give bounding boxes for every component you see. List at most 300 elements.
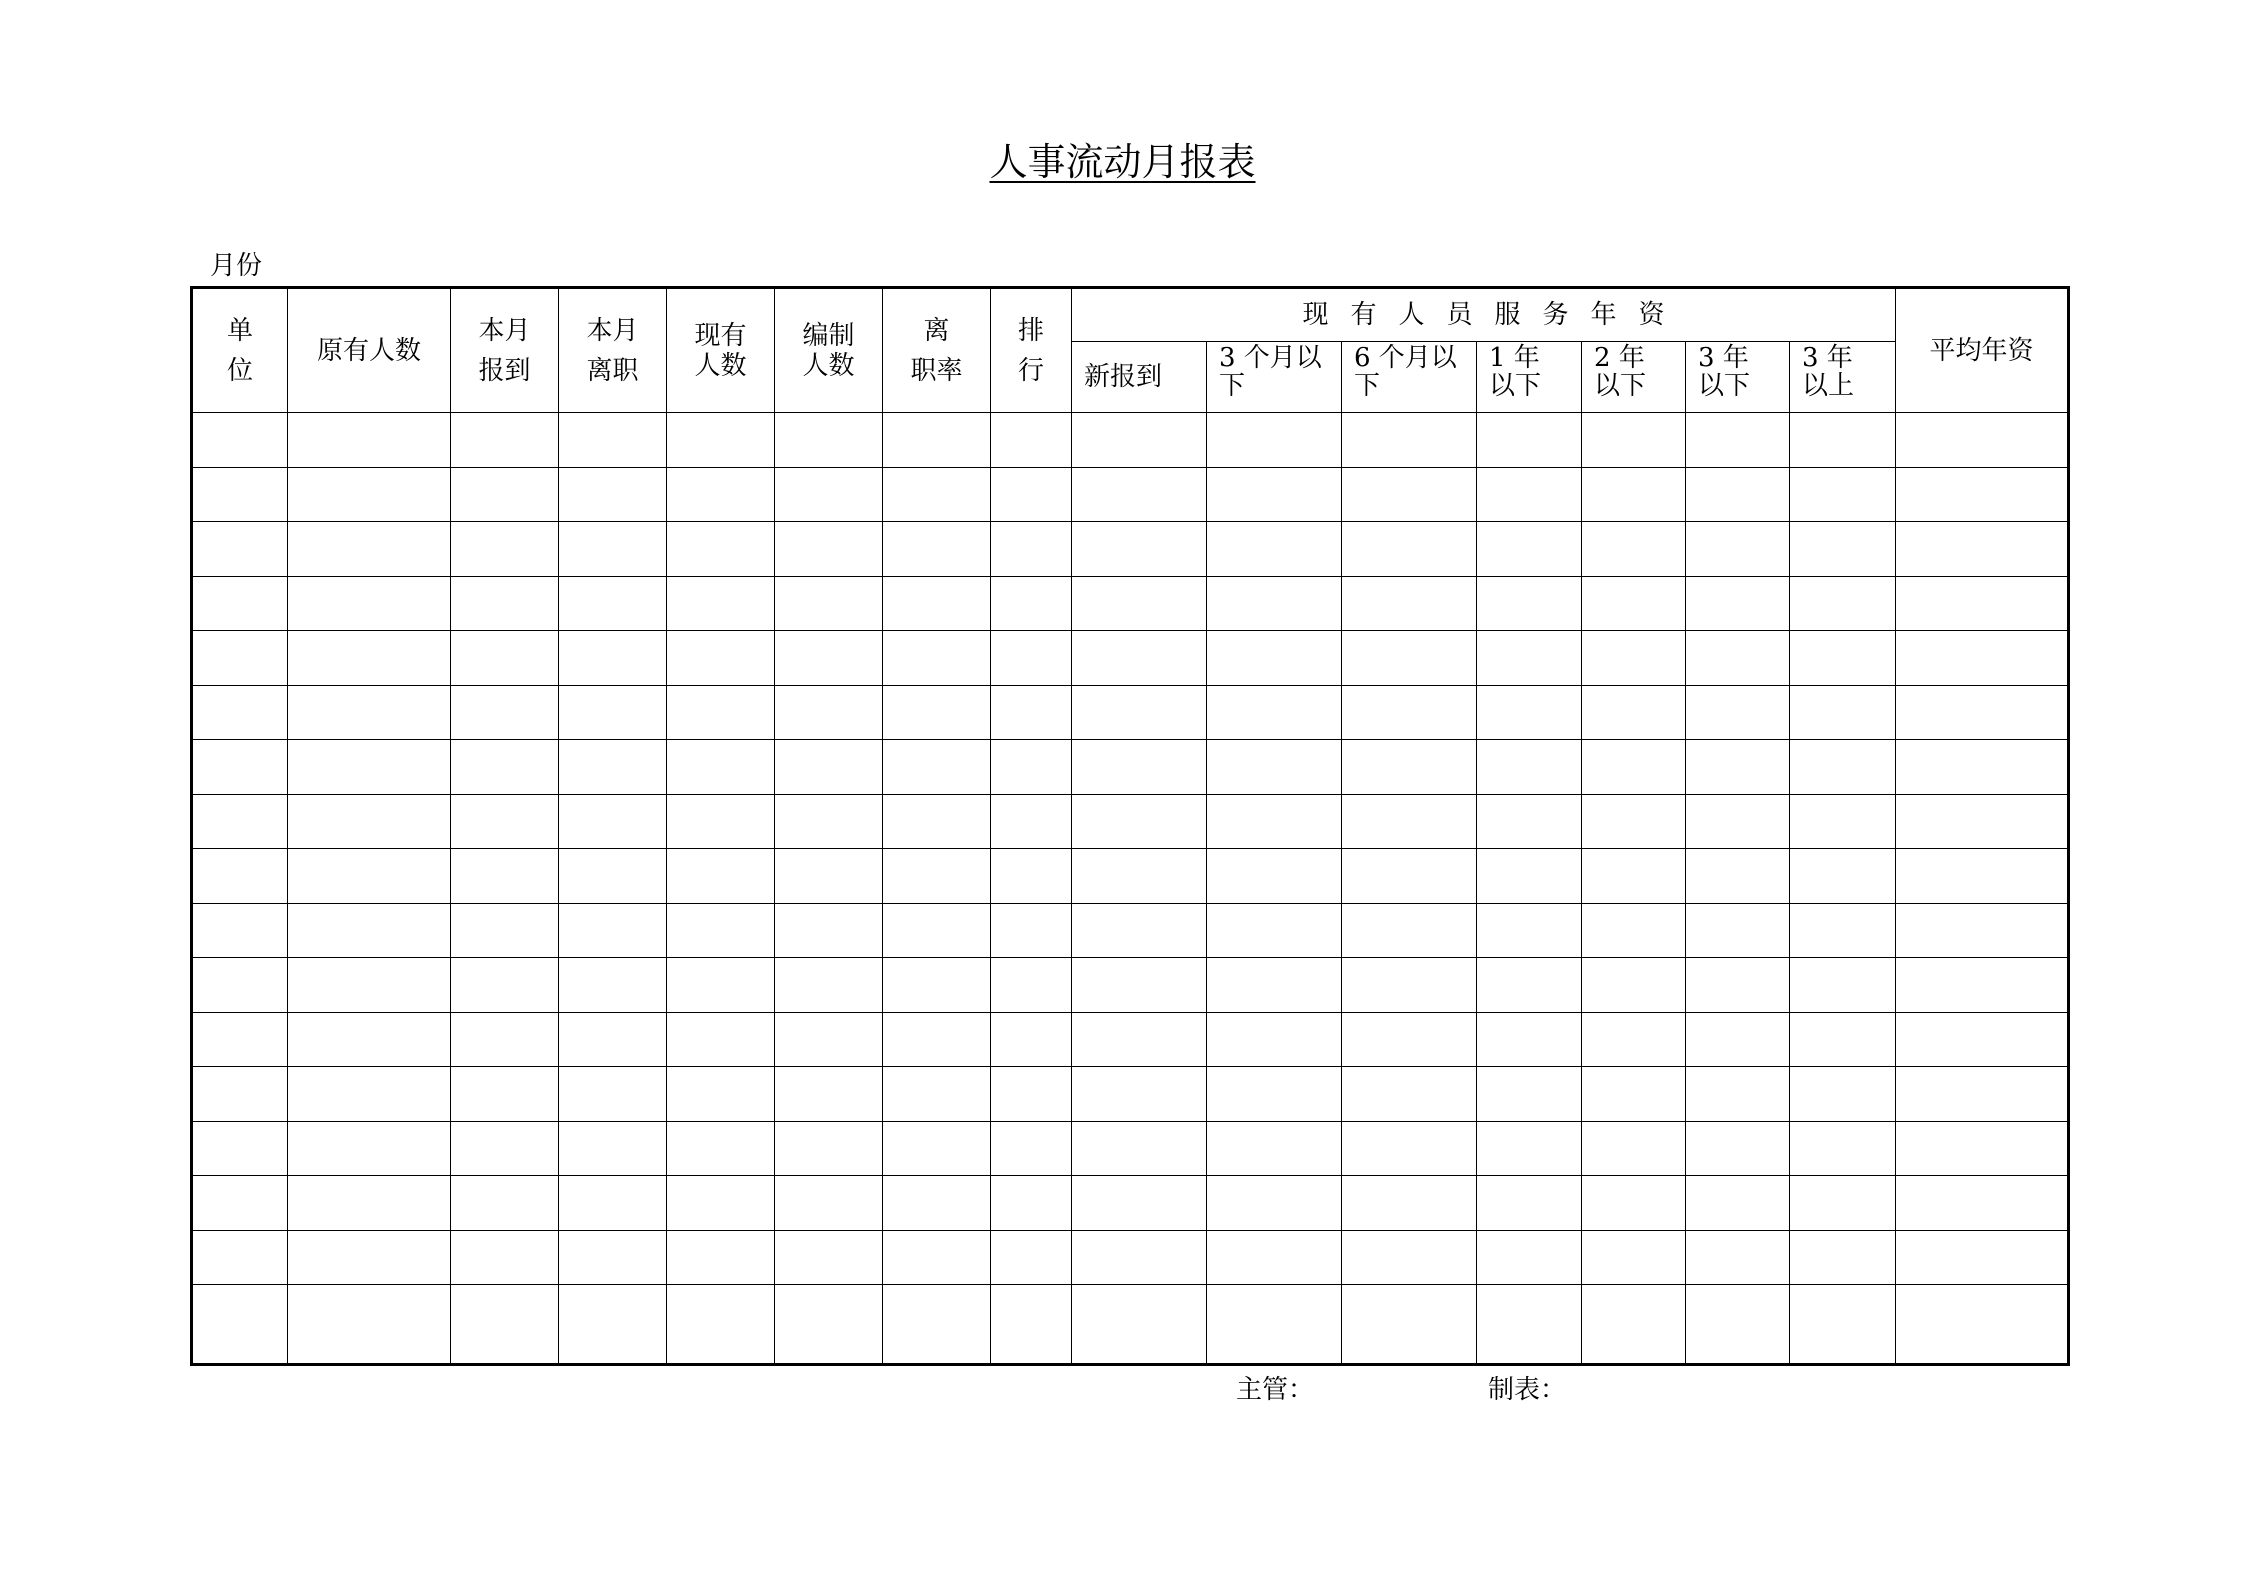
blank-cell[interactable] — [1686, 1285, 1790, 1365]
blank-cell[interactable] — [1342, 685, 1477, 740]
blank-cell[interactable] — [1582, 1012, 1686, 1067]
blank-cell[interactable] — [559, 413, 667, 468]
blank-cell[interactable] — [775, 1230, 883, 1285]
blank-cell[interactable] — [192, 740, 288, 795]
blank-cell[interactable] — [1582, 413, 1686, 468]
blank-cell[interactable] — [775, 1176, 883, 1231]
blank-cell[interactable] — [1477, 522, 1582, 577]
blank-cell[interactable] — [559, 740, 667, 795]
blank-cell[interactable] — [1207, 522, 1342, 577]
blank-cell[interactable] — [1686, 903, 1790, 958]
blank-cell[interactable] — [775, 958, 883, 1013]
blank-cell[interactable] — [1477, 1176, 1582, 1231]
blank-cell[interactable] — [192, 1121, 288, 1176]
blank-cell[interactable] — [192, 958, 288, 1013]
table-body — [192, 413, 2069, 1365]
blank-cell[interactable] — [1477, 685, 1582, 740]
blank-cell[interactable] — [559, 685, 667, 740]
blank-cell[interactable] — [1790, 467, 1896, 522]
blank-cell[interactable] — [1582, 794, 1686, 849]
blank-cell[interactable] — [991, 1012, 1072, 1067]
blank-cell[interactable] — [1342, 1285, 1477, 1365]
blank-cell[interactable] — [1477, 631, 1582, 686]
blank-cell[interactable] — [1342, 413, 1477, 468]
blank-cell[interactable] — [1342, 576, 1477, 631]
header-service-2y: 2 年 以下 — [1582, 342, 1686, 413]
table-row — [192, 576, 2069, 631]
page-title: 人事流动月报表 — [989, 140, 1256, 184]
blank-cell[interactable] — [667, 958, 775, 1013]
blank-cell[interactable] — [1342, 1067, 1477, 1122]
blank-cell[interactable] — [883, 1285, 991, 1365]
blank-cell[interactable] — [667, 685, 775, 740]
blank-cell[interactable] — [1686, 1176, 1790, 1231]
blank-cell[interactable] — [1686, 958, 1790, 1013]
prepared-by-label: 制表： — [1488, 1375, 1567, 1405]
blank-cell[interactable] — [1896, 576, 2069, 631]
blank-cell[interactable] — [1896, 522, 2069, 577]
blank-cell[interactable] — [288, 576, 451, 631]
blank-cell[interactable] — [1207, 631, 1342, 686]
blank-cell[interactable] — [1207, 1067, 1342, 1122]
blank-cell[interactable] — [883, 631, 991, 686]
blank-cell[interactable] — [1686, 467, 1790, 522]
blank-cell[interactable] — [1477, 903, 1582, 958]
blank-cell[interactable] — [1790, 413, 1896, 468]
blank-cell[interactable] — [667, 1176, 775, 1231]
blank-cell[interactable] — [1072, 849, 1207, 904]
blank-cell[interactable] — [559, 849, 667, 904]
blank-cell[interactable] — [667, 903, 775, 958]
table-row — [192, 1012, 2069, 1067]
blank-cell[interactable] — [883, 467, 991, 522]
blank-cell[interactable] — [1342, 794, 1477, 849]
blank-cell[interactable] — [1207, 740, 1342, 795]
blank-cell[interactable] — [192, 1230, 288, 1285]
blank-cell[interactable] — [451, 631, 559, 686]
blank-cell[interactable] — [1207, 1230, 1342, 1285]
blank-cell[interactable] — [288, 849, 451, 904]
table-row — [192, 685, 2069, 740]
blank-cell[interactable] — [883, 794, 991, 849]
blank-cell[interactable] — [1342, 467, 1477, 522]
blank-cell[interactable] — [1072, 740, 1207, 795]
blank-cell[interactable] — [1207, 413, 1342, 468]
blank-cell[interactable] — [1582, 1285, 1686, 1365]
blank-cell[interactable] — [1582, 903, 1686, 958]
blank-cell[interactable] — [667, 631, 775, 686]
blank-cell[interactable] — [451, 1121, 559, 1176]
blank-cell[interactable] — [991, 794, 1072, 849]
blank-cell[interactable] — [288, 413, 451, 468]
blank-cell[interactable] — [1790, 576, 1896, 631]
blank-cell[interactable] — [288, 631, 451, 686]
blank-cell[interactable] — [1207, 1121, 1342, 1176]
blank-cell[interactable] — [1896, 1230, 2069, 1285]
blank-cell[interactable] — [1790, 794, 1896, 849]
blank-cell[interactable] — [451, 1285, 559, 1365]
blank-cell[interactable] — [667, 1230, 775, 1285]
blank-cell[interactable] — [775, 576, 883, 631]
blank-cell[interactable] — [1896, 467, 2069, 522]
blank-cell[interactable] — [1342, 958, 1477, 1013]
blank-cell[interactable] — [451, 903, 559, 958]
blank-cell[interactable] — [1477, 1285, 1582, 1365]
blank-cell[interactable] — [1072, 1012, 1207, 1067]
blank-cell[interactable] — [775, 1012, 883, 1067]
blank-cell[interactable] — [775, 903, 883, 958]
blank-cell[interactable] — [667, 1121, 775, 1176]
table-row — [192, 1121, 2069, 1176]
blank-cell[interactable] — [667, 576, 775, 631]
blank-cell[interactable] — [1582, 522, 1686, 577]
blank-cell[interactable] — [288, 1067, 451, 1122]
blank-cell[interactable] — [1582, 849, 1686, 904]
blank-cell[interactable] — [192, 849, 288, 904]
blank-cell[interactable] — [775, 413, 883, 468]
blank-cell[interactable] — [1342, 1176, 1477, 1231]
blank-cell[interactable] — [1790, 1121, 1896, 1176]
blank-cell[interactable] — [1790, 958, 1896, 1013]
blank-cell[interactable] — [775, 794, 883, 849]
blank-cell[interactable] — [559, 522, 667, 577]
blank-cell[interactable] — [991, 958, 1072, 1013]
blank-cell[interactable] — [775, 1285, 883, 1365]
blank-cell[interactable] — [451, 1176, 559, 1231]
blank-cell[interactable] — [1686, 849, 1790, 904]
blank-cell[interactable] — [192, 1285, 288, 1365]
blank-cell[interactable] — [775, 522, 883, 577]
blank-cell[interactable] — [559, 903, 667, 958]
blank-cell[interactable] — [559, 1067, 667, 1122]
blank-cell[interactable] — [1072, 903, 1207, 958]
blank-cell[interactable] — [1477, 794, 1582, 849]
blank-cell[interactable] — [1342, 1121, 1477, 1176]
blank-cell[interactable] — [1790, 740, 1896, 795]
blank-cell[interactable] — [1072, 1121, 1207, 1176]
blank-cell[interactable] — [1896, 1285, 2069, 1365]
blank-cell[interactable] — [1790, 1012, 1896, 1067]
blank-cell[interactable] — [288, 958, 451, 1013]
blank-cell[interactable] — [288, 794, 451, 849]
blank-cell[interactable] — [1477, 1012, 1582, 1067]
table-row — [192, 849, 2069, 904]
blank-cell[interactable] — [559, 794, 667, 849]
blank-cell[interactable] — [1582, 1230, 1686, 1285]
blank-cell[interactable] — [451, 685, 559, 740]
blank-cell[interactable] — [1582, 631, 1686, 686]
blank-cell[interactable] — [1790, 849, 1896, 904]
table-row — [192, 903, 2069, 958]
blank-cell[interactable] — [1072, 522, 1207, 577]
blank-cell[interactable] — [1207, 849, 1342, 904]
blank-cell[interactable] — [1207, 1285, 1342, 1365]
blank-cell[interactable] — [775, 631, 883, 686]
blank-cell[interactable] — [559, 1230, 667, 1285]
blank-cell[interactable] — [288, 1176, 451, 1231]
blank-cell[interactable] — [1477, 1121, 1582, 1176]
blank-cell[interactable] — [1342, 740, 1477, 795]
blank-cell[interactable] — [991, 467, 1072, 522]
blank-cell[interactable] — [1686, 1121, 1790, 1176]
blank-cell[interactable] — [451, 740, 559, 795]
blank-cell[interactable] — [883, 849, 991, 904]
blank-cell[interactable] — [1896, 413, 2069, 468]
blank-cell[interactable] — [1686, 631, 1790, 686]
blank-cell[interactable] — [1582, 958, 1686, 1013]
blank-cell[interactable] — [1342, 903, 1477, 958]
blank-cell[interactable] — [883, 685, 991, 740]
blank-cell[interactable] — [451, 794, 559, 849]
blank-cell[interactable] — [451, 1067, 559, 1122]
blank-cell[interactable] — [991, 1067, 1072, 1122]
blank-cell[interactable] — [1686, 1230, 1790, 1285]
blank-cell[interactable] — [1477, 413, 1582, 468]
blank-cell[interactable] — [667, 1285, 775, 1365]
blank-cell[interactable] — [288, 1012, 451, 1067]
blank-cell[interactable] — [1896, 1121, 2069, 1176]
blank-cell[interactable] — [1342, 849, 1477, 904]
blank-cell[interactable] — [1207, 1012, 1342, 1067]
blank-cell[interactable] — [883, 1067, 991, 1122]
blank-cell[interactable] — [192, 1067, 288, 1122]
blank-cell[interactable] — [883, 576, 991, 631]
header-rank: 排 行 — [991, 288, 1072, 413]
blank-cell[interactable] — [1790, 1067, 1896, 1122]
blank-cell[interactable] — [883, 903, 991, 958]
blank-cell[interactable] — [451, 413, 559, 468]
blank-cell[interactable] — [775, 1067, 883, 1122]
header-arrived: 本月 报到 — [451, 288, 559, 413]
blank-cell[interactable] — [1896, 685, 2069, 740]
blank-cell[interactable] — [192, 522, 288, 577]
blank-cell[interactable] — [667, 467, 775, 522]
blank-cell[interactable] — [1342, 1230, 1477, 1285]
blank-cell[interactable] — [991, 685, 1072, 740]
blank-cell[interactable] — [192, 1176, 288, 1231]
blank-cell[interactable] — [288, 522, 451, 577]
blank-cell[interactable] — [1896, 1176, 2069, 1231]
blank-cell[interactable] — [559, 576, 667, 631]
blank-cell[interactable] — [1686, 576, 1790, 631]
blank-cell[interactable] — [1072, 794, 1207, 849]
blank-cell[interactable] — [1896, 740, 2069, 795]
blank-cell[interactable] — [192, 1012, 288, 1067]
table-row — [192, 522, 2069, 577]
blank-cell[interactable] — [991, 631, 1072, 686]
blank-cell[interactable] — [1072, 413, 1207, 468]
blank-cell[interactable] — [1896, 849, 2069, 904]
blank-cell[interactable] — [451, 849, 559, 904]
blank-cell[interactable] — [1790, 631, 1896, 686]
blank-cell[interactable] — [451, 1012, 559, 1067]
blank-cell[interactable] — [667, 413, 775, 468]
blank-cell[interactable] — [883, 1176, 991, 1231]
blank-cell[interactable] — [883, 740, 991, 795]
blank-cell[interactable] — [451, 522, 559, 577]
blank-cell[interactable] — [1072, 631, 1207, 686]
header-service-group: 现有人员服务年资 — [1072, 288, 1896, 342]
blank-cell[interactable] — [559, 1176, 667, 1231]
blank-cell[interactable] — [451, 576, 559, 631]
blank-cell[interactable] — [667, 1012, 775, 1067]
blank-cell[interactable] — [1207, 685, 1342, 740]
blank-cell[interactable] — [1896, 1012, 2069, 1067]
blank-cell[interactable] — [1582, 1067, 1686, 1122]
blank-cell[interactable] — [1207, 467, 1342, 522]
blank-cell[interactable] — [1686, 413, 1790, 468]
blank-cell[interactable] — [775, 467, 883, 522]
blank-cell[interactable] — [559, 631, 667, 686]
blank-cell[interactable] — [451, 958, 559, 1013]
blank-cell[interactable] — [1477, 1067, 1582, 1122]
blank-cell[interactable] — [288, 685, 451, 740]
blank-cell[interactable] — [1896, 631, 2069, 686]
blank-cell[interactable] — [559, 958, 667, 1013]
blank-cell[interactable] — [1477, 1230, 1582, 1285]
blank-cell[interactable] — [991, 1230, 1072, 1285]
blank-cell[interactable] — [1072, 1230, 1207, 1285]
blank-cell[interactable] — [991, 903, 1072, 958]
table-row — [192, 413, 2069, 468]
table-row — [192, 467, 2069, 522]
blank-cell[interactable] — [1072, 467, 1207, 522]
blank-cell[interactable] — [1072, 1067, 1207, 1122]
blank-cell[interactable] — [1582, 576, 1686, 631]
blank-cell[interactable] — [1896, 1067, 2069, 1122]
blank-cell[interactable] — [1896, 794, 2069, 849]
blank-cell[interactable] — [667, 1067, 775, 1122]
blank-cell[interactable] — [559, 1285, 667, 1365]
blank-cell[interactable] — [1342, 631, 1477, 686]
blank-cell[interactable] — [991, 740, 1072, 795]
blank-cell[interactable] — [1790, 1230, 1896, 1285]
blank-cell[interactable] — [667, 740, 775, 795]
header-service-6m: 6 个月以 下 — [1342, 342, 1477, 413]
blank-cell[interactable] — [1896, 903, 2069, 958]
blank-cell[interactable] — [1790, 1285, 1896, 1365]
blank-cell[interactable] — [1207, 1176, 1342, 1231]
blank-cell[interactable] — [1477, 467, 1582, 522]
blank-cell[interactable] — [1686, 740, 1790, 795]
blank-cell[interactable] — [883, 1012, 991, 1067]
blank-cell[interactable] — [1790, 685, 1896, 740]
blank-cell[interactable] — [883, 1230, 991, 1285]
blank-cell[interactable] — [991, 576, 1072, 631]
blank-cell[interactable] — [883, 522, 991, 577]
blank-cell[interactable] — [192, 631, 288, 686]
blank-cell[interactable] — [1686, 685, 1790, 740]
blank-cell[interactable] — [192, 685, 288, 740]
blank-cell[interactable] — [1072, 685, 1207, 740]
blank-cell[interactable] — [1207, 576, 1342, 631]
blank-cell[interactable] — [1342, 1012, 1477, 1067]
blank-cell[interactable] — [1582, 740, 1686, 795]
blank-cell[interactable] — [451, 1230, 559, 1285]
blank-cell[interactable] — [1477, 576, 1582, 631]
blank-cell[interactable] — [991, 849, 1072, 904]
blank-cell[interactable] — [559, 1121, 667, 1176]
blank-cell[interactable] — [192, 576, 288, 631]
blank-cell[interactable] — [288, 1121, 451, 1176]
blank-cell[interactable] — [1072, 576, 1207, 631]
supervisor-label: 主管： — [1236, 1375, 1315, 1405]
blank-cell[interactable] — [288, 903, 451, 958]
blank-cell[interactable] — [1582, 1121, 1686, 1176]
blank-cell[interactable] — [1790, 522, 1896, 577]
blank-cell[interactable] — [1686, 1067, 1790, 1122]
blank-cell[interactable] — [288, 467, 451, 522]
blank-cell[interactable] — [883, 413, 991, 468]
blank-cell[interactable] — [1072, 1285, 1207, 1365]
blank-cell[interactable] — [192, 903, 288, 958]
blank-cell[interactable] — [1477, 958, 1582, 1013]
blank-cell[interactable] — [1582, 1176, 1686, 1231]
blank-cell[interactable] — [883, 958, 991, 1013]
blank-cell[interactable] — [775, 740, 883, 795]
header-original-count: 原有人数 — [288, 288, 451, 413]
blank-cell[interactable] — [991, 1121, 1072, 1176]
blank-cell[interactable] — [1790, 903, 1896, 958]
blank-cell[interactable] — [1686, 794, 1790, 849]
blank-cell[interactable] — [1686, 1012, 1790, 1067]
blank-cell[interactable] — [775, 1121, 883, 1176]
blank-cell[interactable] — [1896, 958, 2069, 1013]
blank-cell[interactable] — [288, 1230, 451, 1285]
blank-cell[interactable] — [1207, 903, 1342, 958]
blank-cell[interactable] — [288, 740, 451, 795]
table-row — [192, 958, 2069, 1013]
blank-cell[interactable] — [1207, 958, 1342, 1013]
blank-cell[interactable] — [775, 849, 883, 904]
table-row — [192, 631, 2069, 686]
blank-cell[interactable] — [1686, 522, 1790, 577]
blank-cell[interactable] — [667, 522, 775, 577]
blank-cell[interactable] — [192, 794, 288, 849]
blank-cell[interactable] — [559, 1012, 667, 1067]
blank-cell[interactable] — [991, 413, 1072, 468]
blank-cell[interactable] — [991, 522, 1072, 577]
blank-cell[interactable] — [1477, 740, 1582, 795]
header-service-1y: 1 年 以下 — [1477, 342, 1582, 413]
header-service-3m: 3 个月以 下 — [1207, 342, 1342, 413]
blank-cell[interactable] — [1072, 1176, 1207, 1231]
blank-cell[interactable] — [883, 1121, 991, 1176]
blank-cell[interactable] — [288, 1285, 451, 1365]
header-service-new: 新报到 — [1072, 342, 1207, 413]
blank-cell[interactable] — [1342, 522, 1477, 577]
blank-cell[interactable] — [451, 467, 559, 522]
blank-cell[interactable] — [991, 1176, 1072, 1231]
table-row — [192, 1176, 2069, 1231]
blank-cell[interactable] — [667, 794, 775, 849]
blank-cell[interactable] — [991, 1285, 1072, 1365]
header-authorized: 编制 人数 — [775, 288, 883, 413]
month-label: 月份 — [210, 251, 263, 281]
blank-cell[interactable] — [1477, 849, 1582, 904]
blank-cell[interactable] — [192, 467, 288, 522]
blank-cell[interactable] — [775, 685, 883, 740]
blank-cell[interactable] — [1207, 794, 1342, 849]
blank-cell[interactable] — [1072, 958, 1207, 1013]
blank-cell[interactable] — [1582, 685, 1686, 740]
blank-cell[interactable] — [1790, 1176, 1896, 1231]
blank-cell[interactable] — [667, 849, 775, 904]
blank-cell[interactable] — [192, 413, 288, 468]
blank-cell[interactable] — [559, 467, 667, 522]
table-row — [192, 1230, 2069, 1285]
blank-cell[interactable] — [1582, 467, 1686, 522]
